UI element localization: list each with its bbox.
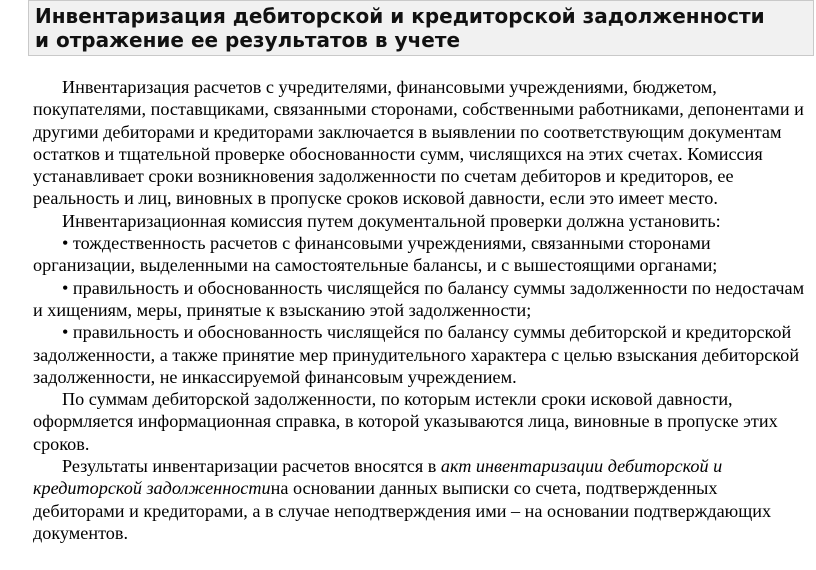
paragraph-results [33,455,813,544]
page-title-line-1: Инвентаризация дебиторской и кредиторской задолженности [35,4,765,28]
paragraph-commission: Инвентаризационная комиссия путем документальной проверки должна установить: [62,210,721,231]
bullet-item-shortages: • правильность и обоснованность числящейся по балансу суммы задолженности по недостачам и хищениям, меры, принятые к взысканию этой задолженности; [33,277,805,320]
title-box [28,0,814,56]
body-text [33,76,813,544]
results-text-before: Результаты инвентаризации расчетов вносятся в [62,456,441,477]
bullet-item-receivables: • правильность и обоснованность числящейся по балансу суммы дебиторской и кредиторской задолженности, а также принятие мер принудительного характера с целью взыскания дебиторской задолженности, не инкассируемой финансовым учреждением. [33,322,800,387]
paragraph-intro: Инвентаризация расчетов с учредителями, финансовыми учреждениями, бюджетом, покупателями, поставщиками, связанными сторонами, собственными работниками, депонентами и другими дебиторами и кредиторами заключается в выявлении по соответствующим документам остатков и тщательной проверке обоснованности сумм, числящихся на этих счетах. Комиссия устанавливает сроки возникновения задолженности по счетам дебиторов и кредиторов, ее реальность и лиц, виновных в пропуске сроков исковой давности, если это имеет место. [33,77,804,209]
results-act-name: акт инвентаризации дебиторской и кредиторской задолженности [33,456,723,499]
bullet-item-settlements: • тождественность расчетов с финансовыми учреждениями, связанными сторонами организации, выделенными на самостоятельные балансы, и с вышестоящими органами; [33,233,718,276]
results-text-after: на основании данных выписки со счета, подтвержденных дебиторами и кредиторами, а в случае неподтверждения ими – на основании подтверждающих документов. [33,478,772,543]
page-title-line-2: и отражение ее результатов в учете [35,28,461,52]
paragraph-statute-of-limitations: По суммам дебиторской задолженности, по которым истекли сроки исковой давности, оформляется информационная справка, в которой указываются лица, виновные в пропуске этих сроков. [33,389,778,454]
